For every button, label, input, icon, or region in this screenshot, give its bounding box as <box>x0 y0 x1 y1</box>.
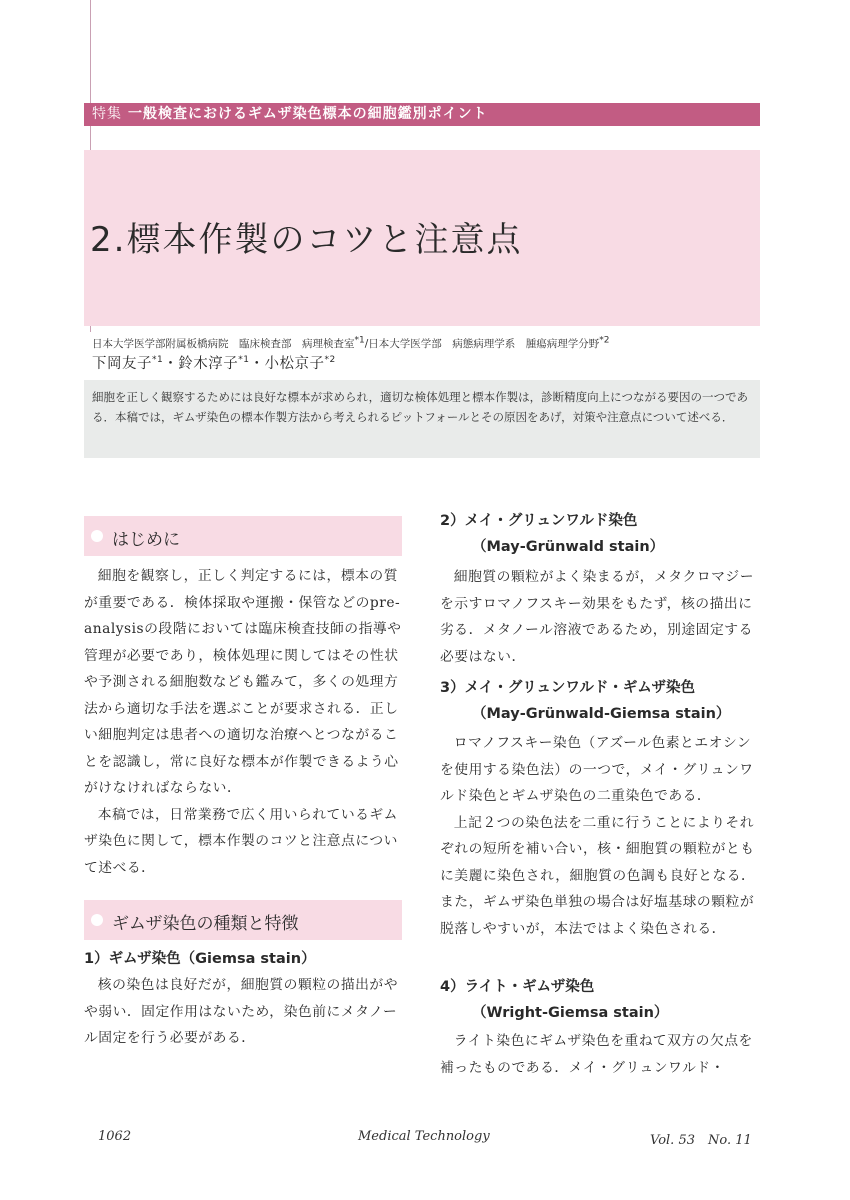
journal-name: Medical Technology <box>358 1129 490 1144</box>
subsection-heading-ja: 2）メイ・グリュンワルド染色 <box>440 513 638 529</box>
author-name: ・鈴木淳子 <box>163 356 239 372</box>
paragraph: 本稿では，日常業務で広く用いられているギムザ染色に関して，標本作製のコツと注意点について述べる． <box>84 806 398 876</box>
subsection-body <box>440 564 760 670</box>
section-heading-text: ギムザ染色の種類と特徴 <box>112 914 299 934</box>
affiliation-1: 日本大学医学部附属板橋病院 臨床検査部 病理検査室 <box>92 338 355 350</box>
affiliation-2: /日本大学医学部 病態病理学系 腫瘍病理学分野 <box>364 338 600 350</box>
paragraph: 上記２つの染色法を二重に行うことによりそれぞれの短所を補い合い，核・細胞質の顆粒がともに美麗に染色され，細胞質の色調も良好となる．また，ギムザ染色単独の場合は好塩基球の顆粒が脱落しやすいが，本法ではよく染色される． <box>440 814 756 937</box>
subsection-heading-ja: 3）メイ・グリュンワルド・ギムザ染色 <box>440 680 695 696</box>
section-heading-text: はじめに <box>112 530 180 550</box>
subsection-heading <box>440 974 668 1026</box>
feature-label: 特集 <box>92 106 122 122</box>
title-box <box>84 150 760 326</box>
paragraph: 細胞を観察し，正しく判定するには，標本の質が重要である．検体採取や運搬・保管などのpre-analysisの段階においては臨床検査技師の指導や管理が必要であり，検体処理に関してはその性状や予測される細胞数なども鑑みて，多くの処理方法から適切な手法を選ぶことが要求される．正しい細胞判定は患者への適切な治療へとつながることを認識し，常に良好な標本が作製できるよう心がけなければならない． <box>84 568 402 796</box>
subsection-body <box>84 972 404 1052</box>
volume-issue: Vol. 53 No. 11 <box>650 1133 752 1148</box>
author-list <box>92 352 336 373</box>
subsection-heading <box>440 508 664 560</box>
subsection-heading <box>440 675 730 727</box>
feature-title: 一般検査におけるギムザ染色標本の細胞鑑別ポイント <box>128 106 488 122</box>
subsection-heading-ja: 4）ライト・ギムザ染色 <box>440 979 595 995</box>
author-mark: *1 <box>152 355 164 366</box>
author-name: ・小松京子 <box>249 356 325 372</box>
subsection-heading-en: （May-Grünwald-Giemsa stain） <box>472 706 731 722</box>
author-mark: *1 <box>238 355 250 366</box>
affiliation-mark-2: *2 <box>599 335 610 346</box>
subsection-body <box>440 730 760 942</box>
subsection-heading-en: （May-Grünwald stain） <box>472 539 665 555</box>
section-heading-intro <box>84 516 402 556</box>
section-heading-types <box>84 900 402 940</box>
subsection-heading-en: （Wright-Giemsa stain） <box>472 1005 669 1021</box>
bullet-dot-icon <box>91 530 103 542</box>
abstract: 細胞を正しく観察するためには良好な標本が求められ，適切な検体処理と標本作製は，診断精度向上につながる要因の一つである．本稿では，ギムザ染色の標本作製方法から考えられるピットフォールとその原因をあげ，対策や注意点について述べる． <box>84 380 760 458</box>
affiliation <box>92 336 610 351</box>
author-mark: *2 <box>324 355 336 366</box>
paragraph: ロマノフスキー染色（アズール色素とエオシンを使用する染色法）の一つで，メイ・グリュンワルド染色とギムザ染色の二重染色である． <box>440 735 754 804</box>
paragraph: 細胞質の顆粒がよく染まるが，メタクロマジーを示すロマノフスキー効果をもたず，核の描出に劣る．メタノール溶液であるため，別途固定する必要はない． <box>440 569 755 665</box>
article-title: 2.標本作製のコツと注意点 <box>90 220 523 260</box>
subsection-heading: 1）ギムザ染色（Giemsa stain） <box>84 951 316 967</box>
paragraph: 核の染色は良好だが，細胞質の顆粒の描出がやや弱い．固定作用はないため，染色前にメタノール固定を行う必要がある． <box>84 977 399 1046</box>
author-name: 下岡友子 <box>92 356 152 372</box>
affiliation-mark-1: *1 <box>354 335 365 346</box>
feature-banner <box>84 103 760 126</box>
bullet-dot-icon <box>91 914 103 926</box>
intro-body <box>84 563 404 881</box>
subsection-body <box>440 1028 760 1081</box>
page-number: 1062 <box>98 1129 132 1144</box>
paragraph: ライト染色にギムザ染色を重ねて双方の欠点を補ったものである．メイ・グリュンワルド・ <box>440 1033 753 1076</box>
